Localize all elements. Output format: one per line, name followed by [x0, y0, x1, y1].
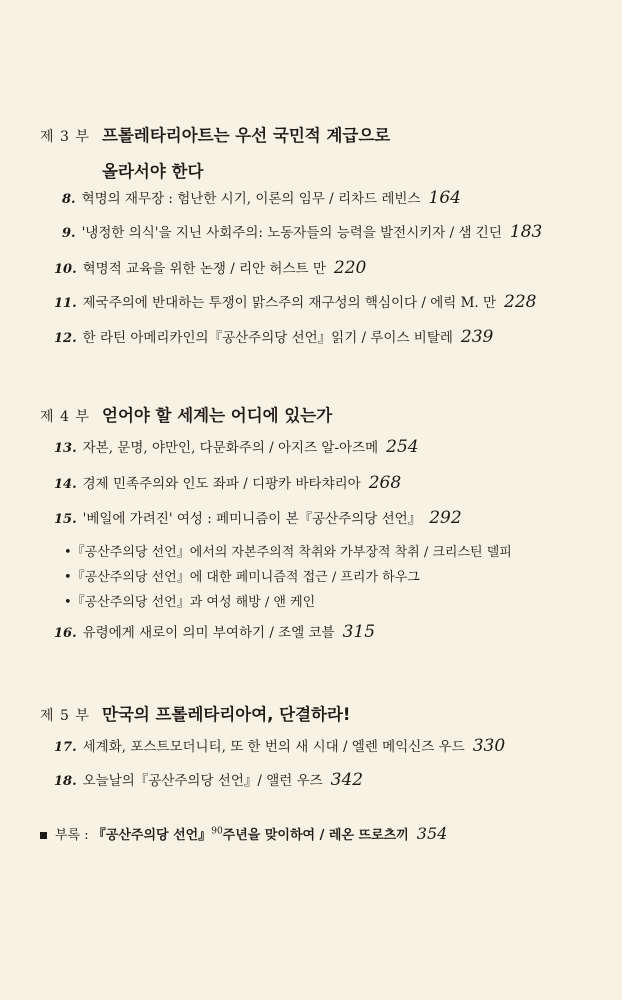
part-4-heading — [40, 402, 332, 426]
part-title: 얻어야 할 세계는 어디에 있는가 — [102, 406, 333, 425]
entry-number: 9. — [62, 226, 76, 241]
entry-page: 164 — [428, 188, 461, 208]
toc-entry — [62, 221, 542, 242]
toc-entry — [54, 735, 505, 756]
entry-text: '냉정한 의식'을 지닌 사회주의: 노동자들의 능력을 발전시키자 / 샘 긴딘 — [81, 225, 502, 241]
entry-text: 오늘날의『공산주의당 선언』/ 앨런 우즈 — [82, 773, 323, 789]
toc-entry — [54, 769, 363, 790]
sub-entry: •『공산주의당 선언』에서의 자본주의적 착취와 가부장적 착취 / 크리스틴 델피 — [64, 545, 512, 560]
entry-text: 자본, 문명, 야만인, 다문화주의 / 아지즈 알-아즈메 — [82, 440, 379, 456]
entry-text: 제국주의에 반대하는 투쟁이 맑스주의 재구성의 핵심이다 / 에릭 M. 만 — [82, 295, 497, 311]
entry-number: 16. — [54, 626, 77, 641]
toc-entry — [54, 507, 462, 528]
entry-number: 11. — [54, 296, 77, 311]
part-title: 프롤레타리아트는 우선 국민적 계급으로 — [102, 126, 391, 145]
entry-page: 330 — [472, 736, 506, 756]
entry-text: 혁명의 재무장 : 험난한 시기, 이론의 임무 / 리차드 레빈스 — [81, 191, 421, 207]
toc-entry — [54, 257, 366, 278]
entry-page: 228 — [504, 292, 537, 312]
appendix-entry — [40, 824, 447, 843]
part-label: 제 4 부 — [40, 409, 90, 425]
appendix-superscript: 90 — [211, 826, 223, 837]
part-label: 제 5 부 — [40, 708, 90, 724]
entry-text: 경제 민족주의와 인도 좌파 / 디팡카 바타챠리아 — [82, 476, 361, 492]
sub-entry: •『공산주의당 선언』과 여성 해방 / 앤 케인 — [64, 595, 316, 610]
entry-page: 315 — [342, 622, 376, 642]
sub-entry: •『공산주의당 선언』에 대한 페미니즘적 접근 / 프리가 하우그 — [64, 570, 420, 585]
entry-number: 15. — [54, 512, 77, 527]
entry-number: 12. — [54, 331, 77, 346]
entry-text: '베일에 가려진' 여성 : 페미니즘이 본『공산주의당 선언』 — [82, 511, 422, 527]
part-3-heading — [40, 122, 390, 182]
entry-text: 한 라틴 아메리카인의『공산주의당 선언』읽기 / 루이스 비탈레 — [82, 330, 453, 346]
toc-entry — [54, 472, 401, 493]
part-title-line2: 올라서야 한다 — [102, 162, 204, 181]
toc-entry — [54, 436, 419, 457]
appendix-page: 354 — [416, 824, 448, 843]
part-label: 제 3 부 — [40, 129, 90, 145]
toc-entry — [54, 326, 493, 347]
entry-page: 239 — [460, 327, 494, 347]
entry-number: 13. — [54, 441, 77, 456]
appendix-prefix: 부록 : — [55, 828, 89, 843]
entry-number: 17. — [54, 740, 77, 755]
square-bullet-icon — [40, 832, 47, 839]
entry-text: 세계화, 포스트모더니티, 또 한 번의 새 시대 / 엘렌 메익신즈 우드 — [82, 739, 465, 755]
entry-page: 220 — [333, 258, 367, 278]
appendix-rest: 주년을 맞이하여 / 레온 뜨로츠끼 — [222, 828, 409, 843]
toc-entry — [62, 187, 461, 208]
entry-page: 183 — [509, 222, 543, 242]
entry-text: 유령에게 새로이 의미 부여하기 / 조엘 코블 — [82, 625, 335, 641]
entry-number: 8. — [62, 192, 76, 207]
appendix-title: 『공산주의당 선언』 — [92, 828, 212, 843]
entry-page: 292 — [429, 508, 462, 528]
part-title: 만국의 프롤레타리아여, 단결하라! — [102, 705, 351, 724]
entry-number: 14. — [54, 477, 77, 492]
toc-entry — [54, 621, 375, 642]
toc-entry — [54, 291, 536, 312]
entry-number: 10. — [54, 262, 77, 277]
entry-page: 268 — [368, 473, 402, 493]
entry-number: 18. — [54, 774, 77, 789]
entry-page: 342 — [330, 770, 364, 790]
entry-text: 혁명적 교육을 위한 논쟁 / 리안 허스트 만 — [82, 261, 326, 277]
part-5-heading — [40, 701, 350, 725]
entry-page: 254 — [386, 437, 419, 457]
